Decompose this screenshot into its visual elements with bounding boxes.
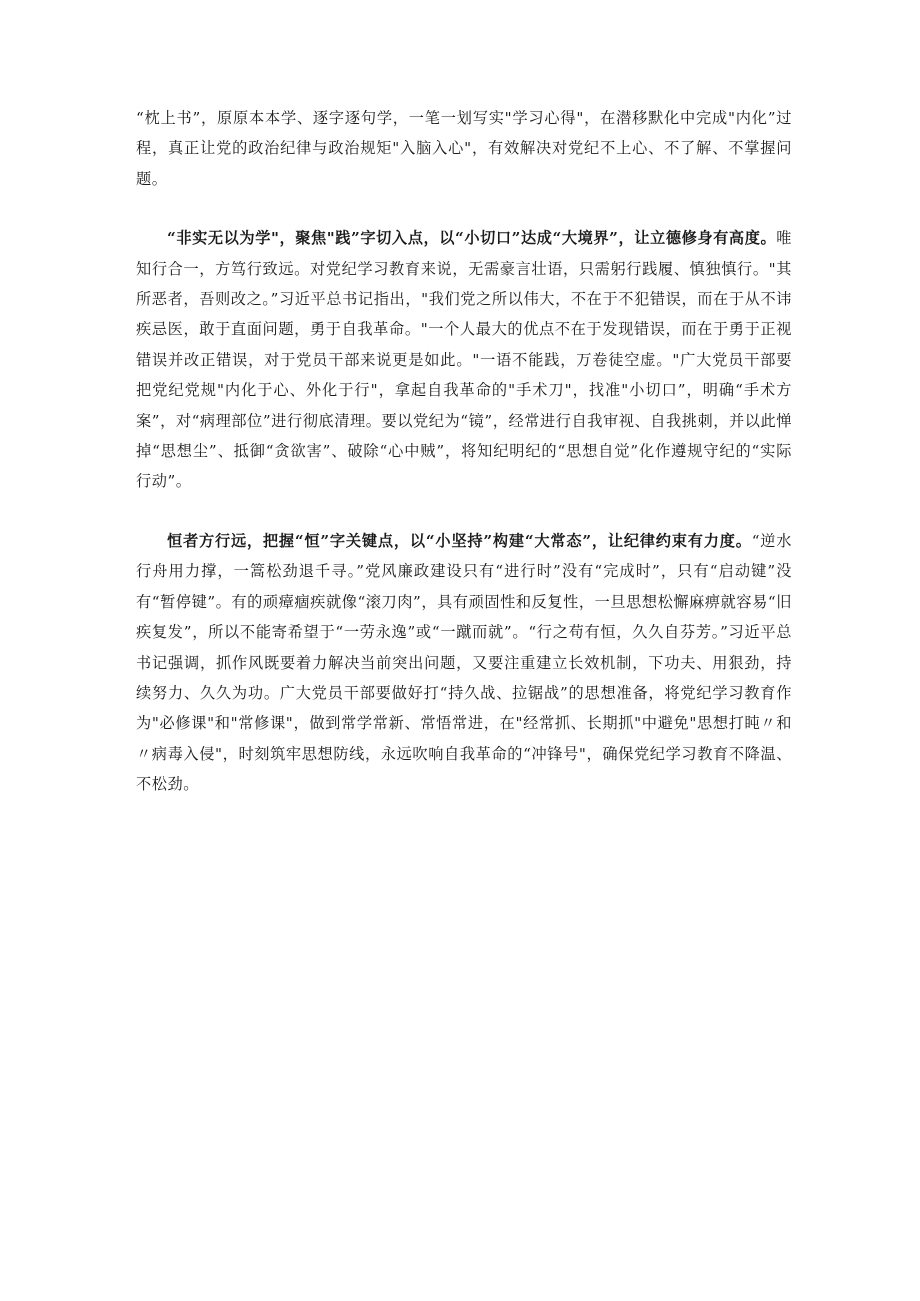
paragraph-2-lead: “非实无以为学"，聚焦"践”字切入点，以“小切口”达成“大境界”，让立德修身有高度。 <box>167 229 777 248</box>
paragraph-1-body: “枕上书”，原原本本学、逐字逐句学，一笔一划写实"学习心得"，在潜移默化中完成"内化”过程，真正让党的政治纪律与政治规矩"入脑入心"，有效解决对党纪不上心、不了解、不掌握问题。 <box>136 109 792 188</box>
paragraph-2-body: 唯知行合一，方笃行致远。对党纪学习教育来说，无需豪言壮语，只需躬行践履、慎独慎行。"其所恶者，吾则改之。”习近平总书记指出，"我们党之所以伟大，不在于不犯错误，而在于从不讳疾忌医，敢于直面问题，勇于自我革命。"一个人最大的优点不在于发现错误，而在于勇于正视错误并改正错误，对于党员干部来说更是如此。"一语不能践，万卷徒空虚。"广大党员干部要把党纪党规"内化于心、外化于行"，拿起自我革命的"手术刀"，找准"小切口”，明确“手术方案”，对“病理部位”进行彻底清理。要以党纪为“镜”，经常进行自我审视、自我挑刺，并以此惮掉“思想尘”、抵御“贪欲害”、破除“心中贼”，将知纪明纪的“思想自觉”化作遵规守纪的“实际行动”。 <box>136 229 792 491</box>
paragraph-1 <box>136 103 792 194</box>
paragraph-3 <box>136 526 792 800</box>
paragraph-3-body: “逆水行舟用力撑，一篙松劲退千寻。”党风廉政建设只有“进行时”没有“完成时”，只有“启动键”没有“暂停键”。有的顽瘴痼疾就像“滚刀肉”，具有顽固性和反复性，一旦思想松懈麻痹就容易“旧疾复发”，所以不能寄希望于“一劳永逸”或“一蹴而就”。“行之苟有恒，久久自芬芳。”习近平总书记强调，抓作风既要着力解决当前突出问题，又要注重建立长效机制，下功夫、用狠劲，持续努力、久久为功。广大党员干部要做好打“持久战、拉锯战”的思想准备，将党纪学习教育作为"必修课"和"常修课"，做到常学常新、常悟常进，在"经常抓、长期抓"中避免"思想打盹〃和〃病毒入侵"，时刻筑牢思想防线，永远吹响自我革命的“冲锋号"，确保党纪学习教育不降温、不松劲。 <box>136 531 792 794</box>
paragraph-3-lead: 恒者方行远，把握“恒”字关键点，以“小坚持”构建“大常态”，让纪律约束有力度。 <box>167 531 752 550</box>
paragraph-2 <box>136 223 792 497</box>
document-page <box>136 103 792 800</box>
